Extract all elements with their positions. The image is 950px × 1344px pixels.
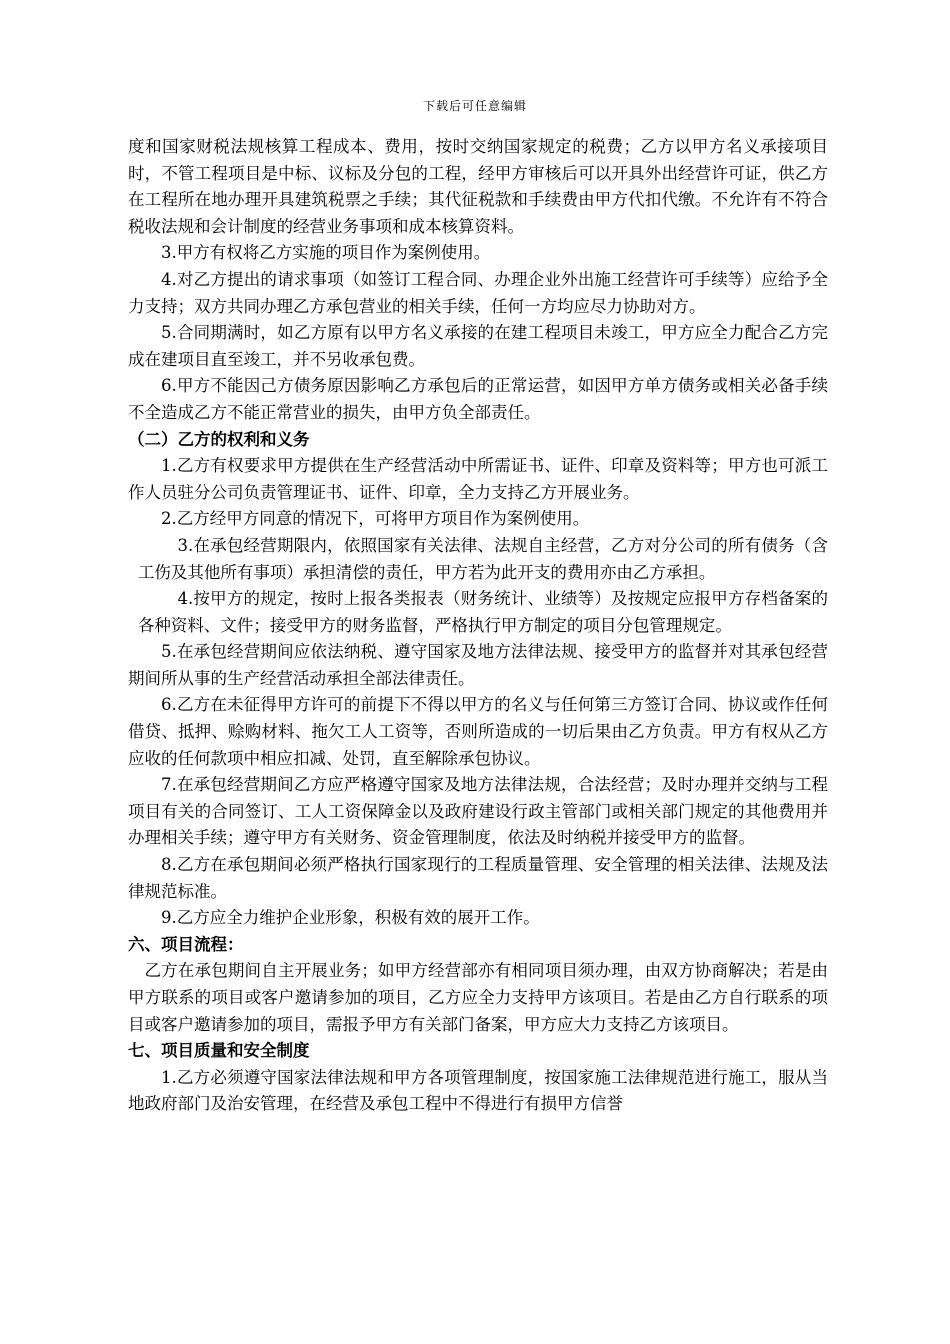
clause-b8: 8.乙方在承包期间必须严格执行国家现行的工程质量管理、安全管理的相关法律、法规及法律规范标准。: [128, 855, 828, 901]
clause-b6: 6.乙方在未征得甲方许可的前提下不得以甲方的名义与任何第三方签订合同、协议或作任何借贷、抵押、赊购材料、拖欠工人工资等，否则所造成的一切后果由乙方负责。甲方有权从乙方应收的任何款项中相应扣减、处罚，直至解除承包协议。: [128, 695, 828, 768]
clause-b2: 2.乙方经甲方同意的情况下，可将甲方项目作为案例使用。: [161, 509, 590, 529]
clause-b9: 9.乙方应全力维护企业形象，积极有效的展开工作。: [161, 908, 540, 928]
clause-a5: 5.合同期满时，如乙方原有以甲方名义承接的在建工程项目未竣工，甲方应全力配合乙方完成在建项目直至竣工，并不另收承包费。: [128, 323, 828, 369]
clause-a3: 3.甲方有权将乙方实施的项目作为案例使用。: [161, 243, 491, 263]
clause-a4: 4.对乙方提出的请求事项（如签订工程合同、办理企业外出施工经营许可手续等）应给予全力支持；双方共同办理乙方承包营业的相关手续，任何一方均应尽力协助对方。: [128, 269, 828, 316]
document-body: [128, 134, 828, 1118]
clause-d1: 1.乙方必须遵守国家法律法规和甲方各项管理制度，按国家施工法律规范进行施工，服从当地政府部门及治安管理，在经营及承包工程中不得进行有损甲方信誉: [128, 1067, 828, 1114]
section-heading-project-process: 六、项目流程：: [128, 934, 244, 954]
page-header: 下载后可任意编辑: [422, 99, 527, 113]
clause-b7: 7.在承包经营期间乙方应严格遵守国家及地方法律法规，合法经营；及时办理并交纳与工程项目有关的合同签订、工人工资保障金以及政府建设行政主管部门或相关部门规定的其他费用并办理相关手续；遵守甲方有关财务、资金管理制度，依法及时纳税并接受甲方的监督。: [128, 775, 828, 848]
clause-a6: 6.甲方不能因己方债务原因影响乙方承包后的正常运营，如因甲方单方债务或相关必备手续不全造成乙方不能正常营业的损失，由甲方负全部责任。: [128, 376, 828, 422]
clause-b3: 3.在承包经营期限内，依照国家有关法律、法规自主经营，乙方对分公司的所有债务（含工伤及其他所有事项）承担清偿的责任，甲方若为此开支的费用亦由乙方承担。: [137, 535, 828, 582]
section-heading-party-b: （二）乙方的权利和义务: [128, 429, 310, 449]
clause-b5: 5.在承包经营期间应依法纳税、遵守国家及地方法律法规、接受甲方的监督并对其承包经营期间所从事的生产经营活动承担全部法律责任。: [128, 642, 828, 688]
clause-c1: 乙方在承包期间自主开展业务；如甲方经营部亦有相同项目须办理，由双方协商解决；若是由甲方联系的项目或客户邀请参加的项目，乙方应全力支持甲方该项目。若是由乙方自行联系的项目或客户邀请参加的项目，需报予甲方有关部门备案，甲方应大力支持乙方该项目。: [128, 961, 828, 1034]
clause-b4: 4.按甲方的规定，按时上报各类报表（财务统计、业绩等）及按规定应报甲方存档备案的各种资料、文件；接受甲方的财务监督，严格执行甲方制定的项目分包管理规定。: [137, 589, 828, 635]
section-heading-quality-safety: 七、项目质量和安全制度: [128, 1041, 310, 1061]
paragraph-continuation: 度和国家财税法规核算工程成本、费用，按时交纳国家规定的税费；乙方以甲方名义承接项目时，不管工程项目是中标、议标及分包的工程，经甲方审核后可以开具外出经营许可证，供乙方在工程所在地办理开具建筑税票之手续；其代征税款和手续费由甲方代扣代缴。不允许有不符合税收法规和会计制度的经营业务事项和成本核算资料。: [128, 137, 828, 236]
clause-b1: 1.乙方有权要求甲方提供在生产经营活动中所需证书、证件、印章及资料等；甲方也可派工作人员驻分公司负责管理证书、证件、印章，全力支持乙方开展业务。: [128, 456, 828, 502]
